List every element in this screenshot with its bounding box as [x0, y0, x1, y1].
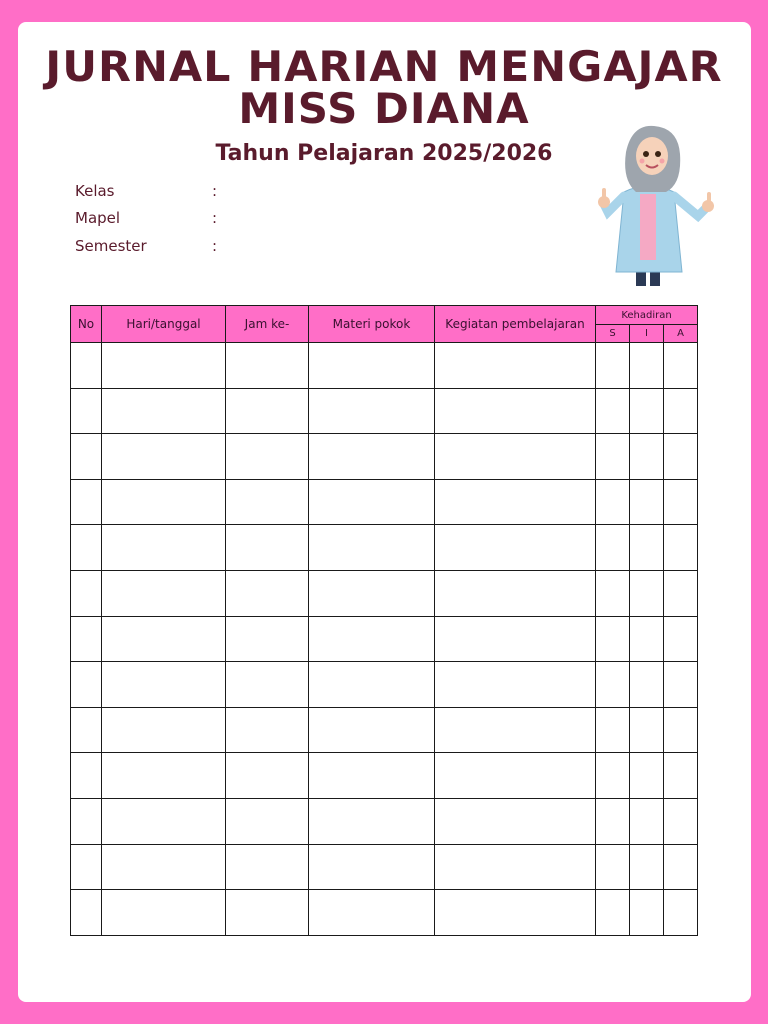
table-cell[interactable] [102, 890, 226, 936]
table-cell[interactable] [71, 525, 102, 571]
table-cell[interactable] [226, 753, 309, 799]
table-cell[interactable] [71, 844, 102, 890]
table-cell[interactable] [226, 707, 309, 753]
table-cell[interactable] [226, 570, 309, 616]
teacher-illustration [596, 122, 718, 290]
table-cell[interactable] [309, 890, 435, 936]
table-cell[interactable] [309, 570, 435, 616]
table-cell[interactable] [630, 434, 664, 480]
table-cell[interactable] [435, 434, 596, 480]
table-cell[interactable] [435, 570, 596, 616]
page-title-line2: MISS DIANA [238, 84, 530, 133]
table-cell[interactable] [102, 434, 226, 480]
table-cell[interactable] [664, 753, 698, 799]
table-cell[interactable] [664, 662, 698, 708]
table-cell[interactable] [596, 844, 630, 890]
table-cell[interactable] [71, 570, 102, 616]
info-semester [75, 237, 218, 255]
table-cell[interactable] [309, 434, 435, 480]
journal-table-body [71, 343, 698, 936]
table-cell[interactable] [435, 388, 596, 434]
table-cell[interactable] [226, 616, 309, 662]
table-row [71, 798, 698, 844]
table-cell[interactable] [309, 844, 435, 890]
table-cell[interactable] [596, 707, 630, 753]
info-kelas [75, 182, 218, 200]
table-row [71, 844, 698, 890]
table-cell[interactable] [226, 479, 309, 525]
table-cell[interactable] [435, 890, 596, 936]
table-row [71, 707, 698, 753]
table-cell[interactable] [596, 434, 630, 480]
col-jam-header: Jam ke- [226, 306, 309, 343]
table-row [71, 662, 698, 708]
table-cell[interactable] [102, 616, 226, 662]
table-cell[interactable] [309, 479, 435, 525]
table-row [71, 525, 698, 571]
table-cell[interactable] [630, 798, 664, 844]
col-a-header: A [664, 325, 698, 343]
table-cell[interactable] [102, 479, 226, 525]
info-semester-label: Semester [75, 237, 147, 255]
table-cell[interactable] [226, 388, 309, 434]
table-row [71, 388, 698, 434]
table-row [71, 753, 698, 799]
table-cell[interactable] [630, 890, 664, 936]
table-cell[interactable] [71, 343, 102, 389]
table-cell[interactable] [664, 890, 698, 936]
table-row [71, 616, 698, 662]
info-kelas-colon: : [212, 182, 218, 200]
col-no-header: No [71, 306, 102, 343]
table-cell[interactable] [435, 707, 596, 753]
table-cell[interactable] [664, 343, 698, 389]
table-cell[interactable] [102, 844, 226, 890]
info-kelas-label: Kelas [75, 182, 115, 200]
page-title-line1: JURNAL HARIAN MENGAJAR [45, 42, 723, 91]
table-cell[interactable] [596, 890, 630, 936]
table-cell[interactable] [226, 434, 309, 480]
table-cell[interactable] [102, 343, 226, 389]
table-cell[interactable] [630, 343, 664, 389]
school-year-subtitle: Tahun Pelajaran 2025/2026 [215, 141, 553, 166]
table-cell[interactable] [435, 844, 596, 890]
info-mapel-label: Mapel [75, 209, 121, 227]
col-kehadiran-header: Kehadiran [596, 306, 698, 325]
table-cell[interactable] [71, 479, 102, 525]
table-cell[interactable] [309, 388, 435, 434]
table-cell[interactable] [596, 570, 630, 616]
table-cell[interactable] [309, 707, 435, 753]
col-kegiatan-header: Kegiatan pembelajaran [435, 306, 596, 343]
table-cell[interactable] [102, 707, 226, 753]
table-cell[interactable] [309, 616, 435, 662]
table-row [71, 343, 698, 389]
table-row [71, 479, 698, 525]
table-cell[interactable] [309, 662, 435, 708]
table-cell[interactable] [435, 616, 596, 662]
col-i-header: I [630, 325, 664, 343]
table-cell[interactable] [630, 479, 664, 525]
col-s-header: S [596, 325, 630, 343]
table-cell[interactable] [435, 343, 596, 389]
table-cell[interactable] [226, 525, 309, 571]
table-cell[interactable] [102, 525, 226, 571]
table-cell[interactable] [596, 525, 630, 571]
table-cell[interactable] [664, 570, 698, 616]
table-cell[interactable] [71, 753, 102, 799]
table-cell[interactable] [630, 662, 664, 708]
info-mapel-colon: : [212, 209, 218, 227]
table-cell[interactable] [71, 434, 102, 480]
table-cell[interactable] [630, 570, 664, 616]
table-cell[interactable] [102, 798, 226, 844]
table-cell[interactable] [630, 616, 664, 662]
table-cell[interactable] [71, 707, 102, 753]
table-cell[interactable] [664, 844, 698, 890]
table-cell[interactable] [435, 525, 596, 571]
table-cell[interactable] [309, 343, 435, 389]
table-cell[interactable] [309, 525, 435, 571]
table-cell[interactable] [664, 616, 698, 662]
table-cell[interactable] [309, 798, 435, 844]
table-cell[interactable] [664, 388, 698, 434]
table-cell[interactable] [71, 388, 102, 434]
table-cell[interactable] [435, 753, 596, 799]
table-cell[interactable] [596, 343, 630, 389]
table-cell[interactable] [630, 753, 664, 799]
table-cell[interactable] [226, 798, 309, 844]
journal-table [70, 305, 698, 936]
table-cell[interactable] [226, 844, 309, 890]
table-cell[interactable] [596, 798, 630, 844]
table-cell[interactable] [630, 707, 664, 753]
table-row [71, 570, 698, 616]
table-cell[interactable] [435, 479, 596, 525]
table-cell[interactable] [596, 616, 630, 662]
table-cell[interactable] [71, 890, 102, 936]
table-cell[interactable] [630, 844, 664, 890]
table-cell[interactable] [630, 525, 664, 571]
table-cell[interactable] [102, 662, 226, 708]
info-mapel [75, 209, 218, 227]
table-cell[interactable] [664, 479, 698, 525]
table-cell[interactable] [71, 616, 102, 662]
table-cell[interactable] [664, 525, 698, 571]
table-cell[interactable] [630, 388, 664, 434]
table-cell[interactable] [226, 662, 309, 708]
table-cell[interactable] [664, 798, 698, 844]
table-cell[interactable] [71, 798, 102, 844]
table-cell[interactable] [102, 570, 226, 616]
info-semester-colon: : [212, 237, 218, 255]
table-row [71, 434, 698, 480]
table-cell[interactable] [71, 662, 102, 708]
table-cell[interactable] [596, 388, 630, 434]
table-cell[interactable] [226, 890, 309, 936]
col-hari-header: Hari/tanggal [102, 306, 226, 343]
table-cell[interactable] [596, 753, 630, 799]
table-cell[interactable] [596, 479, 630, 525]
table-cell[interactable] [102, 753, 226, 799]
table-cell[interactable] [102, 388, 226, 434]
table-cell[interactable] [664, 434, 698, 480]
table-cell[interactable] [435, 662, 596, 708]
table-cell[interactable] [435, 798, 596, 844]
table-cell[interactable] [309, 753, 435, 799]
table-row [71, 890, 698, 936]
table-cell[interactable] [596, 662, 630, 708]
table-cell[interactable] [664, 707, 698, 753]
col-materi-header: Materi pokok [309, 306, 435, 343]
table-cell[interactable] [226, 343, 309, 389]
